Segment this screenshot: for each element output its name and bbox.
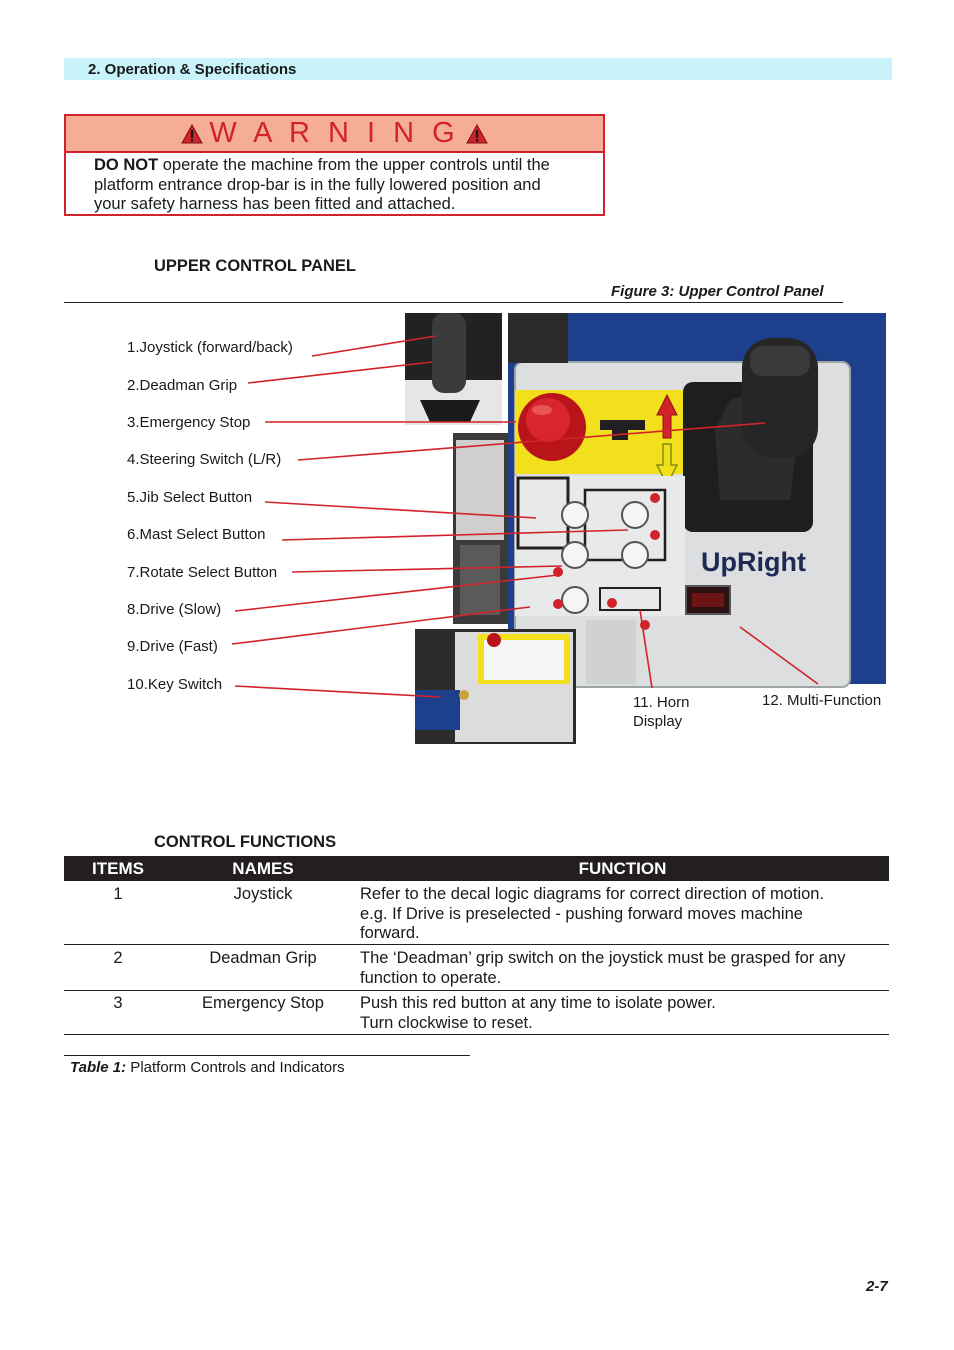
warning-line: platform entrance drop-bar is in the fully lowered position and xyxy=(94,175,541,194)
upper-control-panel-heading: UPPER CONTROL PANEL xyxy=(154,257,356,275)
upright-logo: UpRight xyxy=(701,547,806,577)
callout-label: 4.Steering Switch (L/R) xyxy=(127,451,282,468)
function-line: function to operate. xyxy=(360,968,502,987)
column-header-names: NAMES xyxy=(232,859,294,878)
row-name: Joystick xyxy=(233,885,293,903)
figure-caption: Figure 3: Upper Control Panel xyxy=(611,283,824,300)
callout-label: 6.Mast Select Button xyxy=(127,526,266,543)
function-line: Push this red button at any time to isolate power. xyxy=(360,994,716,1012)
table-header-row xyxy=(64,856,889,881)
warning-title: W A R N I N G xyxy=(209,117,460,149)
table-row xyxy=(64,994,889,1035)
callout-label: 9.Drive (Fast) xyxy=(127,638,218,655)
callout-label-horn xyxy=(633,693,689,731)
function-line: Refer to the decal logic diagrams for correct direction of motion. xyxy=(360,885,825,903)
section-title: 2. Operation & Specifications xyxy=(88,61,297,78)
row-item: 1 xyxy=(113,885,123,903)
warning-line: your safety harness has been fitted and attached. xyxy=(94,195,456,213)
row-item: 2 xyxy=(113,949,123,967)
row-function xyxy=(360,949,885,988)
function-line: Turn clockwise to reset. xyxy=(360,1013,533,1032)
callout-label: 7.Rotate Select Button xyxy=(127,564,278,581)
row-function xyxy=(360,885,885,944)
table-row xyxy=(64,885,889,945)
callout-label: 2.Deadman Grip xyxy=(127,377,238,394)
callout-label-line: Display xyxy=(633,713,683,730)
row-name: Deadman Grip xyxy=(209,949,317,967)
callout-label: 1.Joystick (forward/back) xyxy=(127,339,293,356)
function-line: The ‘Deadman’ grip switch on the joystick must be grasped for any xyxy=(360,949,846,967)
row-function xyxy=(360,994,885,1033)
callout-label: 8.Drive (Slow) xyxy=(127,601,222,618)
table-caption-label: Table 1: xyxy=(70,1059,127,1076)
row-item: 3 xyxy=(113,994,123,1012)
callout-label-line: 11. Horn xyxy=(633,694,690,711)
callout-label: 5.Jib Select Button xyxy=(127,489,253,506)
column-header-items: ITEMS xyxy=(92,859,144,878)
column-header-function: FUNCTION xyxy=(578,859,667,878)
warning-bold: DO NOT xyxy=(94,156,159,174)
table-caption-rule xyxy=(64,1055,470,1056)
callout-label-multifunction: 12. Multi-Function xyxy=(762,692,882,709)
callout-label: 10.Key Switch xyxy=(127,676,223,693)
function-line: e.g. If Drive is preselected - pushing forward moves machine xyxy=(360,904,803,923)
table-caption xyxy=(70,1059,345,1076)
table-row xyxy=(64,949,889,991)
warning-line: operate the machine from the upper controls until the xyxy=(158,156,550,174)
table-caption-text: Platform Controls and Indicators xyxy=(126,1059,345,1076)
function-line: forward. xyxy=(360,924,420,942)
row-name: Emergency Stop xyxy=(202,994,324,1012)
callout-label: 3.Emergency Stop xyxy=(127,414,251,431)
page-number: 2-7 xyxy=(866,1278,888,1295)
control-functions-heading: CONTROL FUNCTIONS xyxy=(154,833,337,851)
